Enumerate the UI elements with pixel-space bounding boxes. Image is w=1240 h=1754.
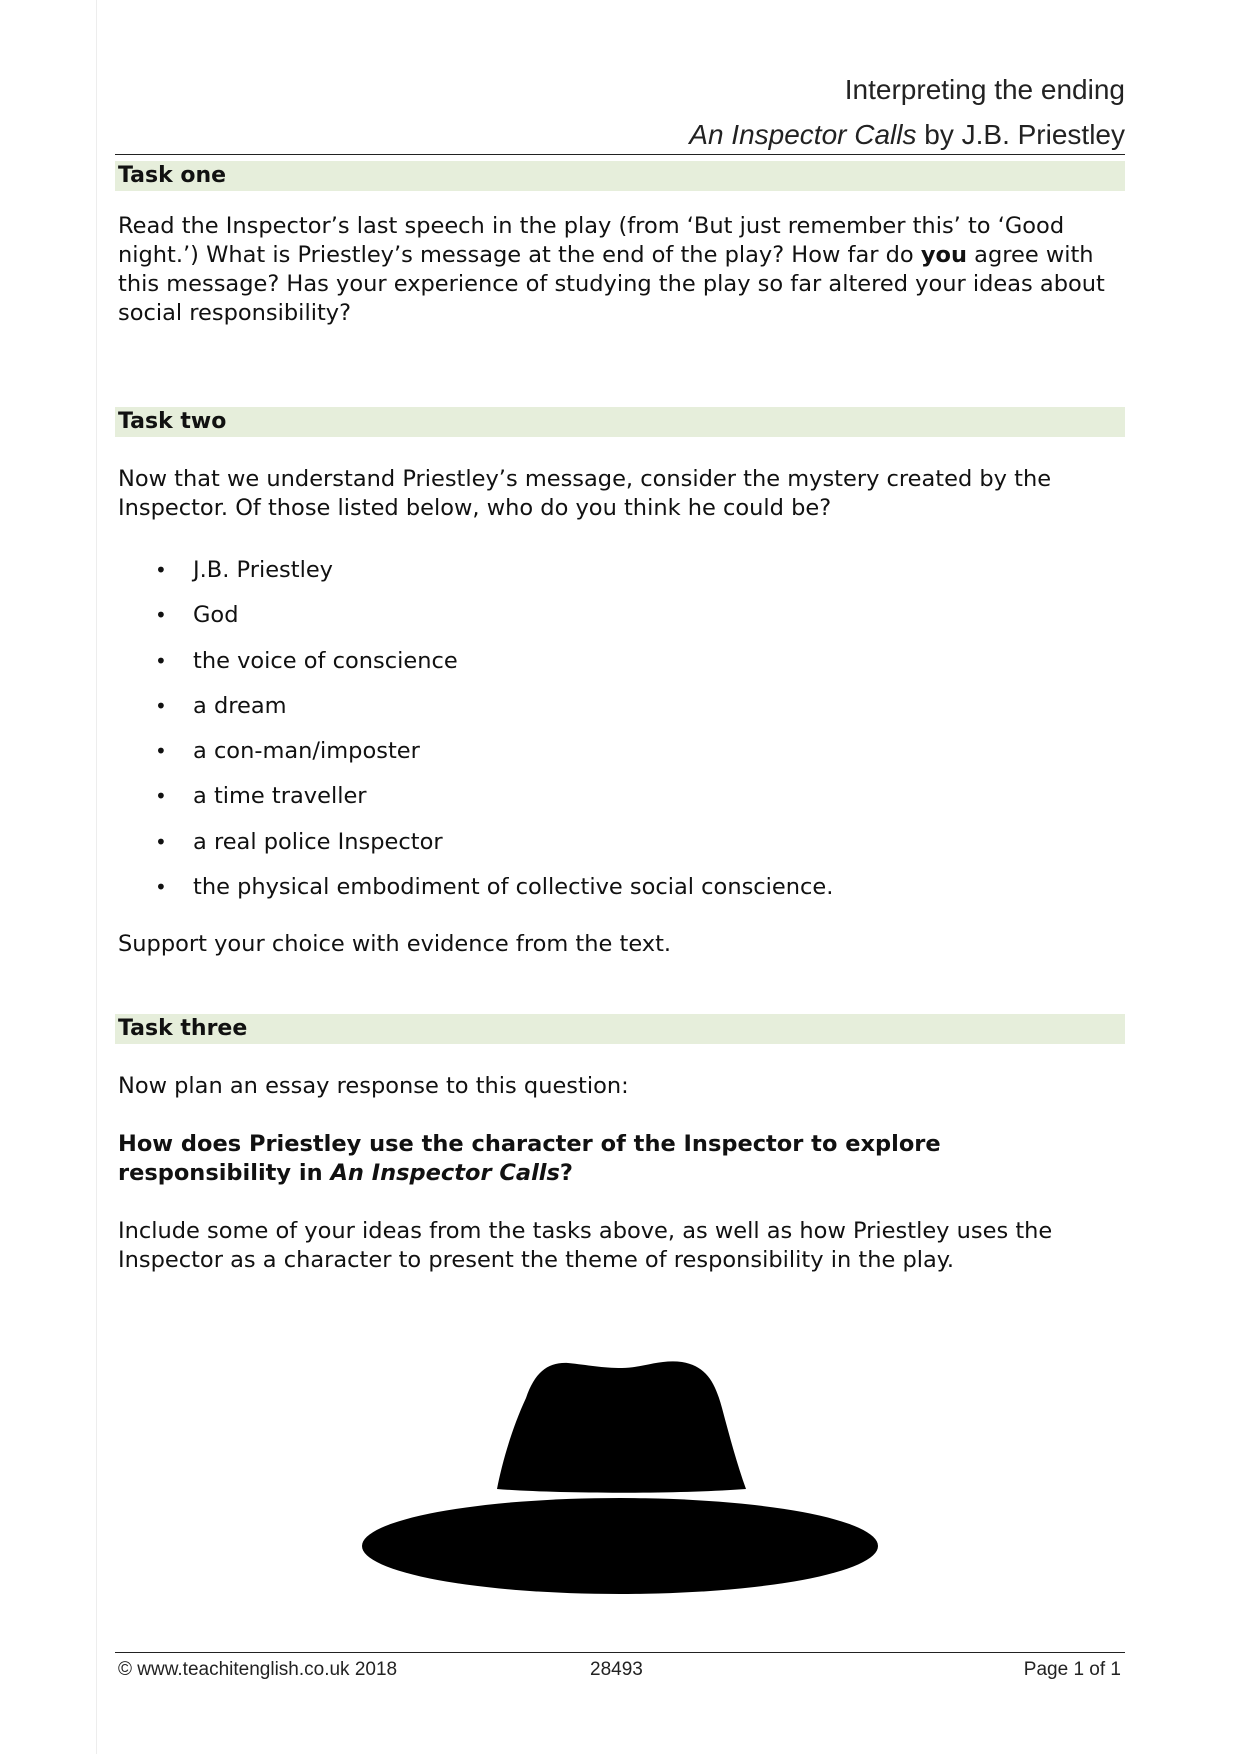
option-label: the physical embodiment of collective social conscience. bbox=[193, 874, 834, 901]
option-label: a time traveller bbox=[193, 783, 367, 810]
byline: by J.B. Priestley bbox=[924, 119, 1125, 150]
bullet-icon: • bbox=[155, 558, 167, 582]
options-list bbox=[118, 548, 1118, 910]
task-two-heading: Task two bbox=[115, 407, 1125, 437]
option-label: a real police Inspector bbox=[193, 828, 443, 855]
essay-question-part-1: How does Priestley use the character of the Inspector to explore responsibility in bbox=[118, 1131, 941, 1186]
play-title: An Inspector Calls bbox=[689, 119, 917, 150]
resource-code: 28493 bbox=[590, 1659, 643, 1680]
bullet-icon: • bbox=[155, 784, 167, 809]
list-item bbox=[118, 684, 1118, 729]
option-label: the voice of conscience bbox=[193, 647, 458, 674]
bullet-icon: • bbox=[155, 875, 167, 900]
task-one-text-emphasis: you bbox=[920, 242, 968, 268]
list-item bbox=[118, 729, 1118, 774]
page-edge-line bbox=[96, 0, 97, 1754]
copyright: © www.teachitenglish.co.uk 2018 bbox=[118, 1659, 398, 1680]
list-item bbox=[118, 639, 1118, 684]
list-item bbox=[118, 865, 1118, 910]
task-one-text-part-2: agree with this message? Has your experience of studying the play so far altered your ideas about social responsibility? bbox=[118, 242, 1105, 326]
task-three-heading: Task three bbox=[115, 1014, 1125, 1044]
option-label: a con-man/imposter bbox=[193, 738, 420, 765]
task-one-text-part-1: Read the Inspector’s last speech in the play (from ‘But just remember this’ to ‘Good night.’) What is Priestley’s message at the end of the play? How far do bbox=[118, 213, 1065, 268]
task-one-heading: Task one bbox=[115, 161, 1125, 191]
list-item bbox=[118, 548, 1118, 593]
bullet-icon: • bbox=[155, 739, 167, 764]
task-one-text bbox=[118, 212, 1118, 328]
essay-question-play-title: An Inspector Calls bbox=[330, 1160, 560, 1186]
worksheet-subtitle bbox=[689, 119, 1125, 151]
task-three-instructions: Include some of your ideas from the tasks above, as well as how Priestley uses the Inspector as a character to present the theme of responsibility in the play. bbox=[118, 1218, 1053, 1273]
bullet-icon: • bbox=[155, 693, 167, 718]
page-number: Page 1 of 1 bbox=[1023, 1659, 1121, 1680]
task-three-intro: Now plan an essay response to this question: bbox=[118, 1073, 629, 1099]
bullet-icon: • bbox=[155, 829, 167, 854]
task-two-closing: Support your choice with evidence from the text. bbox=[118, 931, 672, 957]
option-label: J.B. Priestley bbox=[193, 557, 333, 583]
hat-brim bbox=[362, 1498, 878, 1594]
list-item bbox=[118, 774, 1118, 819]
fedora-hat-icon bbox=[360, 1358, 880, 1598]
hat-crown bbox=[497, 1361, 746, 1492]
list-item bbox=[118, 593, 1118, 638]
essay-question bbox=[118, 1130, 1118, 1188]
page-header bbox=[115, 68, 1125, 155]
task-two-intro: Now that we understand Priestley’s message, consider the mystery created by the Inspector. Of those listed below, who do you think he could be? bbox=[118, 466, 1052, 521]
list-item bbox=[118, 820, 1118, 865]
bullet-icon: • bbox=[155, 603, 167, 628]
page-footer bbox=[115, 1652, 1125, 1683]
essay-question-part-2: ? bbox=[559, 1160, 573, 1186]
bullet-icon: • bbox=[155, 648, 167, 673]
option-label: a dream bbox=[193, 692, 287, 719]
worksheet-title: Interpreting the ending bbox=[844, 74, 1125, 105]
option-label: God bbox=[193, 602, 239, 629]
